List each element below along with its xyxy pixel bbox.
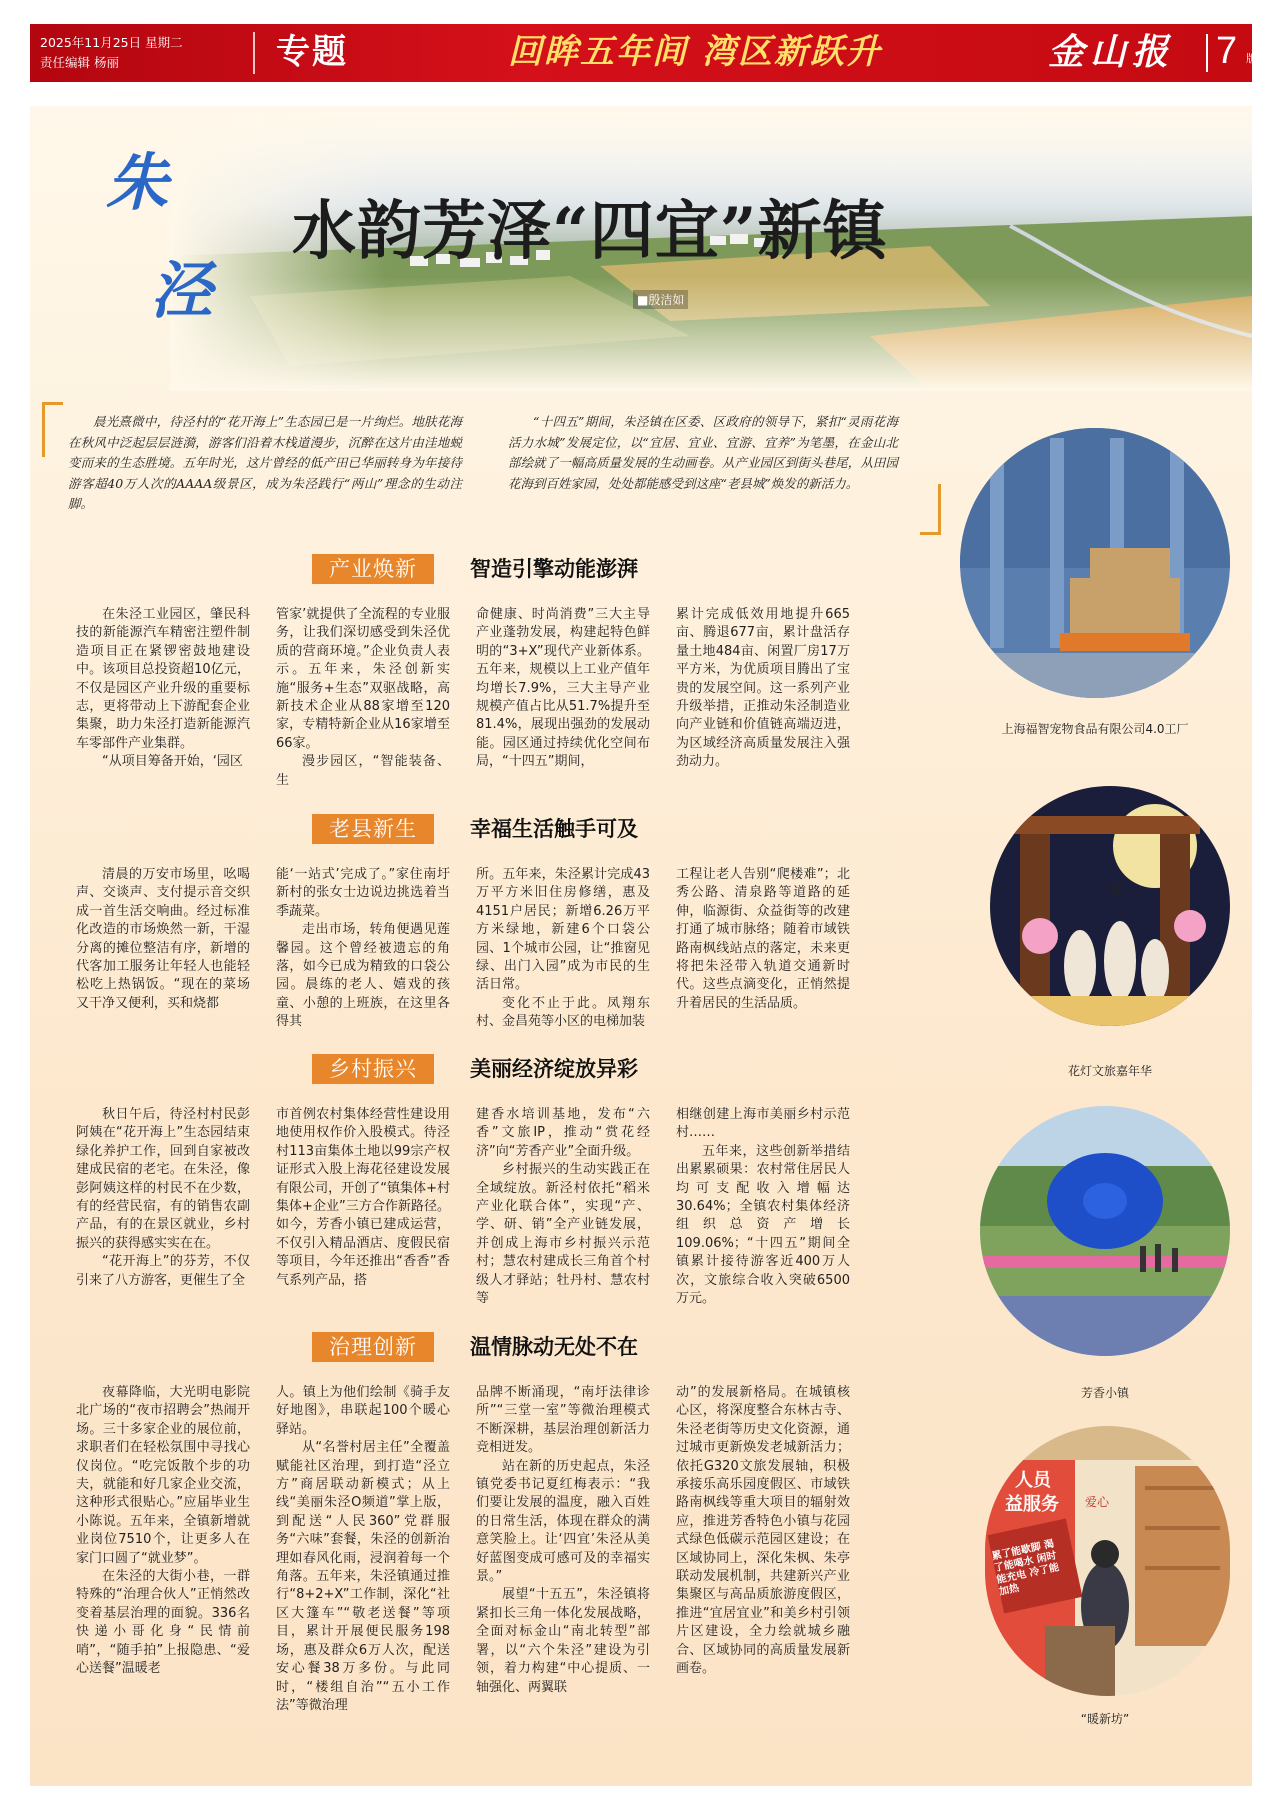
- governance-column-3: [476, 1384, 650, 1697]
- section-title-old-county: 幸福生活触手可及: [470, 817, 638, 841]
- page-slogan: 回眸五年间 湾区新跃升: [508, 32, 882, 72]
- paragraph: 品牌不断涌现，“南圩法律诊所”“三堂一室”等微治理模式不断深耕，基层治理创新活力竞相迸发。: [476, 1385, 650, 1456]
- newspaper-logo: 金山报: [1048, 31, 1175, 73]
- issue-date: 2025年11月25日 星期二: [40, 35, 183, 50]
- old-county-column-1: [76, 866, 250, 1013]
- paragraph: 展望“十五五”，朱泾镇将紧扣长三角一体化发展战略，全面对标金山“南北转型”部署，以“六个朱泾”建设为引领，着力构建“中心提质、一轴强化、两翼联: [476, 1587, 650, 1695]
- paragraph: 乡村振兴的生动实践正在全域绽放。新泾村依托“稻米产业化联合体”，实现“产、学、研、销”全产业链发展，并创成上海市乡村振兴示范村；慧农村建成长三角首个村级人才驿站；牡丹村、慧农村等: [476, 1162, 650, 1307]
- section-title-rural: 美丽经济绽放异彩: [470, 1057, 638, 1081]
- warm-station-poster: 累了能歇脚 渴了能喝水 闲时能充电 冷了能加热: [990, 1538, 1061, 1598]
- photo-caption-lantern: 花灯文旅嘉年华: [1067, 1064, 1152, 1078]
- section-tag-old-county: 老县新生: [312, 814, 434, 844]
- paragraph: 漫步园区，“智能装备、生: [276, 754, 450, 788]
- paragraph: 变化不止于此。凤翔东村、金昌苑等小区的电梯加装: [476, 995, 650, 1030]
- paragraph: 市首例农村集体经营性建设用地使用权作价入股模式。待泾村113亩集体土地以99宗产权证形式入股上海花径建设发展有限公司，开创了“镇集体+村集体+企业”三方合作新路径。如今，芳香小镇已建成运营，不仅引入精品酒店、度假民宿等项目，今年还推出“香香”香气系列产品，搭: [276, 1107, 450, 1288]
- photo-caption-factory: 上海福智宠物食品有限公司4.0工厂: [1001, 722, 1189, 736]
- masthead-meta: [40, 33, 183, 73]
- article-headline: 水韵芳泽“四宜”新镇: [292, 194, 888, 269]
- photo-smart-factory: [960, 428, 1230, 698]
- paragraph: 能‘一站式’完成了。”家住南圩新村的张女士边说边挑选着当季蔬菜。: [276, 867, 450, 919]
- section-tag-rural: 乡村振兴: [312, 1054, 434, 1084]
- article-byline: ■殷洁如: [633, 290, 688, 309]
- paragraph: 命健康、时尚消费”三大主导产业蓬勃发展，构建起特色鲜明的“3+X”现代产业新体系。五年来，规模以上工业产值年均增长7.9%，三大主导产业规模产值占比从51.7%提升至81.4%，展现出强劲的发展动能。园区通过持续优化空间布局，“十四五”期间，: [476, 607, 650, 770]
- section-title-governance: 温情脉动无处不在: [470, 1335, 638, 1359]
- paragraph: 所。五年来，朱泾累计完成43万平方米旧住房修缮，惠及4151户居民；新增6.26万平方米绿地，新建6个口袋公园、1个城市公园，让“推窗见绿、出门入园”成为市民的生活日常。: [476, 867, 650, 993]
- paragraph: 夜幕降临，大光明电影院北广场的“夜市招聘会”热闹开场。三十多家企业的展位前，求职者们在轻松氛围中寻找心仪岗位。“吃完饭散个步的功夫，就能和好几家企业交流，这种形式很贴心。”应届毕业生小陈说。五年来，全镇新增就业岗位7510个，让更多人在家门口圆了“就业梦”。: [76, 1385, 250, 1566]
- photo-lantern-festival: [990, 786, 1230, 1026]
- photo-fragrance-town: [980, 1106, 1230, 1356]
- lead-paragraph-left: 晨光熹微中，待泾村的“花开海上”生态园已是一片绚烂。地肤花海在秋风中泛起层层涟漪，游客们沿着木栈道漫步，沉醉在这片由洼地蜕变而来的生态胜境。五年时光，这片曾经的低产田已华丽转身为年接待游客超40万人次的AAAA级景区，成为朱泾践行“两山”理念的生动注脚。: [68, 414, 462, 511]
- paragraph: 累计完成低效用地提升665亩、腾退677亩，累计盘活存量土地484亩、闲置厂房17万平方米，为优质项目腾出了宝贵的发展空间。这一系列产业升级举措，正推动朱泾制造业向产业链和价值链高端迈进，为区域经济高质量发展注入强劲动力。: [676, 607, 850, 770]
- industry-column-2: [276, 606, 450, 790]
- paragraph: 动”的发展新格局。在城镇核心区，将深度整合东林古寺、朱泾老街等历史文化资源，通过城市更新焕发老城新活力；依托G320文旅发展轴，积极承接乐高乐园度假区、市域铁路南枫线等重大项目的辐射效应，推进芳香特色小镇与花园式绿色低碳示范园区建设；在区域协同上，深化朱枫、朱亭联动发展机制，共建新兴产业集聚区与高品质旅游度假区，推进“宜居宜业”和美乡村引领片区建设，全力绘就城乡融合、区域协同的高质量发展新画卷。: [676, 1385, 850, 1677]
- paragraph: 走出市场，转角便遇见莲馨园。这个曾经被遗忘的角落，如今已成为精致的口袋公园。晨练的老人、嬉戏的孩童、小憩的上班族，在这里各得其: [276, 922, 450, 1030]
- paragraph: “花开海上”的芬芳，不仅引来了八方游客，更催生了全: [76, 1254, 250, 1288]
- sign-text-staff: 人员: [1015, 1470, 1051, 1491]
- old-county-column-4: [676, 866, 850, 1013]
- industry-column-3: [476, 606, 650, 772]
- paragraph: 站在新的历史起点，朱泾镇党委书记夏红梅表示：“我们要让发展的温度，融入百姓的日常生活，体现在群众的满意笑脸上。让‘四宜’朱泾从美好蓝图变成可感可及的幸福实景。”: [476, 1458, 650, 1585]
- photo-caption-warm-station: “暖新坊”: [1080, 1712, 1130, 1726]
- responsible-editor: 责任编辑 杨丽: [40, 55, 119, 70]
- page-unit: 版: [1246, 52, 1257, 65]
- governance-column-4: [676, 1384, 850, 1679]
- industry-column-1: [76, 606, 250, 772]
- old-county-column-2: [276, 866, 450, 1032]
- paragraph: 人。镇上为他们绘制《骑手友好地图》，串联起100个暖心驿站。: [276, 1385, 450, 1437]
- section-label: 专题: [276, 32, 348, 72]
- rural-column-3: [476, 1106, 650, 1308]
- paragraph: 在朱泾工业园区，肇民科技的新能源汽车精密注塑件制造项目正在紧锣密鼓地建设中。该项目总投资超10亿元，不仅是园区产业升级的重要标志，更将带动上下游配套企业集聚，助力朱泾打造新能源汽车零部件产业集群。: [76, 607, 250, 751]
- hero-banner: [30, 106, 1252, 396]
- governance-column-2: [276, 1384, 450, 1715]
- page-number: 7: [1216, 30, 1238, 72]
- industry-column-4: [676, 606, 850, 772]
- article-lead: [42, 396, 940, 546]
- section-tag-industry: 产业焕新: [312, 554, 434, 584]
- photo-warm-station: [985, 1426, 1230, 1696]
- lantern-character: 诗: [1107, 879, 1124, 898]
- masthead-divider: [253, 32, 255, 74]
- governance-column-1: [76, 1384, 250, 1679]
- article-frame: [30, 106, 1252, 1786]
- lead-bracket-right: [920, 484, 941, 535]
- paragraph: 管家’就提供了全流程的专业服务，让我们深切感受到朱泾优质的营商环境。”企业负责人表示。五年来，朱泾创新实施“服务+生态”双驱战略，高新技术企业从88家增至120家，专精特新企业从16家增至66家。: [276, 607, 450, 751]
- paragraph: 五年来，这些创新举措结出累累硕果：农村常住居民人均可支配收入增幅达30.64%；全镇农村集体经济组织总资产增长109.06%；“十四五”期间全镇累计接待游客近400万人次，文旅综合收入突破6500万元。: [676, 1143, 850, 1307]
- rural-column-4: [676, 1106, 850, 1308]
- paragraph: 在朱泾的大街小巷，一群特殊的“治理合伙人”正悄然改变着基层治理的面貌。336名快递小哥化身“民情前哨”，“随手拍”上报隐患、“爱心送餐”温暖老: [76, 1569, 250, 1677]
- lead-bracket-left: [42, 402, 63, 457]
- sign-text-service: 益服务: [1005, 1494, 1059, 1515]
- photo-caption-fragrance: 芳香小镇: [1080, 1386, 1129, 1400]
- paragraph: 建香水培训基地，发布“六香”文旅IP，推动“赏花经济”向“芳香产业”全面升级。: [476, 1107, 650, 1159]
- sign-text-love: 爱心: [1085, 1495, 1110, 1509]
- section-tag-governance: 治理创新: [312, 1332, 434, 1362]
- paragraph: 工程让老人告别“爬楼难”；北秀公路、清泉路等道路的延伸，临源街、众益街等的改建打通了城市脉络；随着市域铁路南枫线站点的落定，未来更将把朱泾带入轨道交通新时代。这些点滴变化，正悄然提升着居民的生活品质。: [676, 867, 850, 1011]
- paragraph: 从“名誉村居主任”全覆盖赋能社区治理，到打造“泾立方”商居联动新模式；从上线“美丽朱泾O频道”掌上版，到配送“人民360”党群服务“六味”套餐，朱泾的创新治理如春风化雨，浸润着每一个角落。五年来，朱泾镇通过推行“8+2+X”工作制，深化“社区大篷车”“敬老送餐”等项目，累计开展便民服务198场，惠及群众6万人次，配送安心餐38万多份。与此同时，“楼组自治”“五小工作法”等微治理: [276, 1440, 450, 1713]
- logo-divider: [1206, 34, 1208, 72]
- paragraph: “从项目筹备开始，‘园区: [102, 754, 243, 770]
- town-name-first-char: 朱: [106, 146, 169, 219]
- town-name-second-char: 泾: [150, 254, 213, 327]
- lead-paragraph-right: “十四五”期间，朱泾镇在区委、区政府的领导下，紧扣“灵雨花海 活力水城”发展定位，以“宜居、宜业、宜游、宜养”为笔墨，在金山北部绘就了一幅高质量发展的生动画卷。从产业园区到街头巷尾，从田园花海到百姓家园，处处都能感受到这座“老县城”焕发的新活力。: [508, 414, 898, 491]
- paragraph: 清晨的万安市场里，吆喝声、交谈声、支付提示音交织成一首生活交响曲。经过标准化改造的市场焕然一新，干湿分离的摊位整洁有序，新增的代客加工服务让年轻人也能轻松吃上热锅饭。“现在的菜场又干净又便利，买和烧都: [76, 867, 250, 1011]
- old-county-column-3: [476, 866, 650, 1032]
- paragraph: 相继创建上海市美丽乡村示范村……: [676, 1107, 850, 1141]
- rural-column-1: [76, 1106, 250, 1290]
- masthead-bar: [30, 24, 1257, 82]
- section-title-industry: 智造引擎动能澎湃: [470, 557, 638, 581]
- rural-column-2: [276, 1106, 450, 1290]
- paragraph: 秋日午后，待泾村村民彭阿姨在“花开海上”生态园结束绿化养护工作，回到自家被改建成民宿的老宅。在朱泾，像彭阿姨这样的村民不在少数，有的经营民宿，有的销售农副产品，有的在景区就业，乡村振兴的获得感实实在在。: [76, 1107, 250, 1251]
